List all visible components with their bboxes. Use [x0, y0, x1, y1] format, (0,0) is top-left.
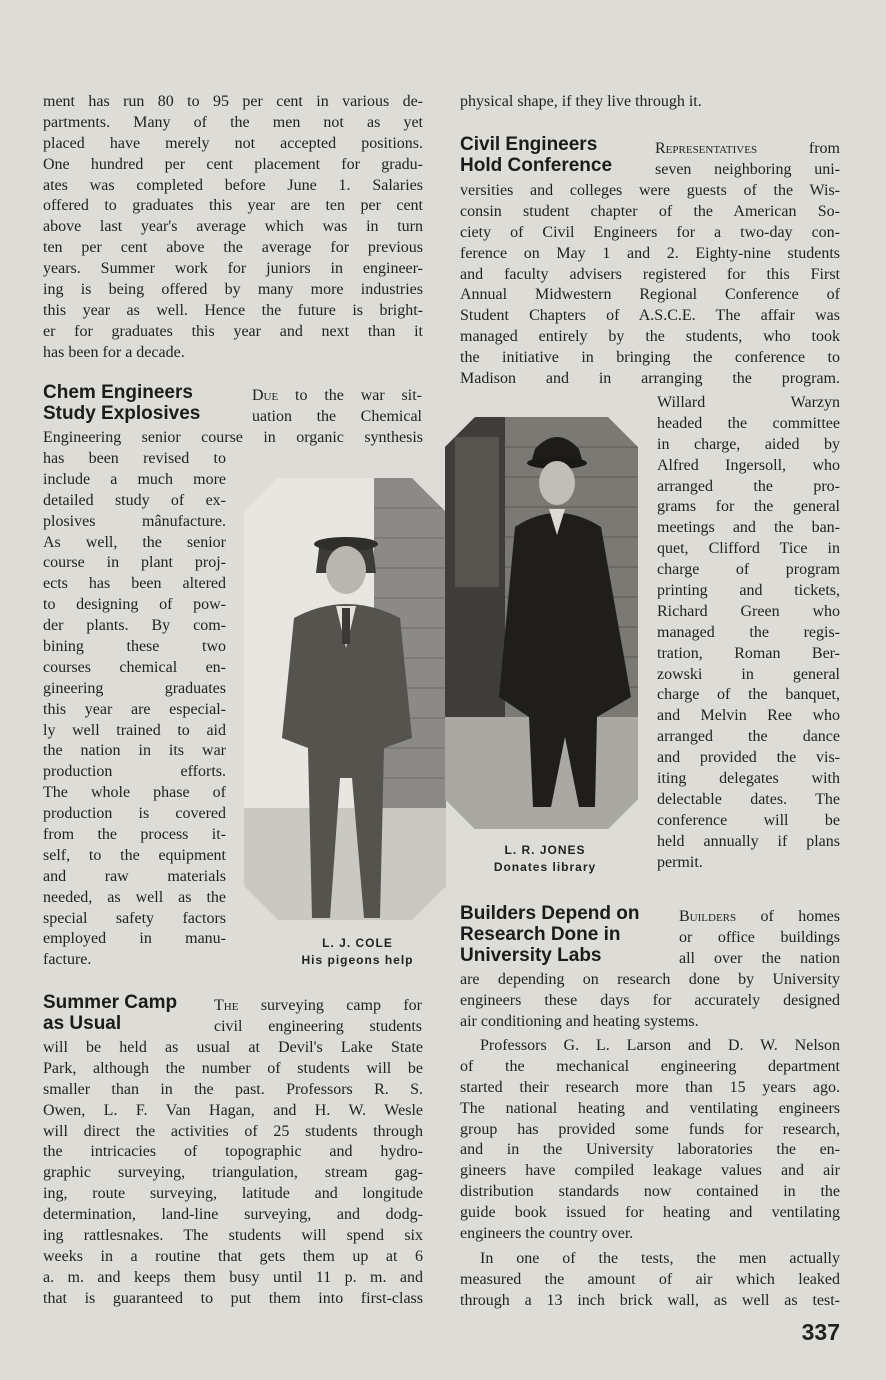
lead-word: The — [214, 997, 239, 1014]
text-line: grams for the general — [657, 498, 840, 516]
text-line: meetings and the ban- — [657, 519, 840, 537]
text-line: physical shape, if they live through it. — [460, 93, 702, 110]
lead-word: Due — [252, 387, 279, 404]
text-line: courses chemical en- — [43, 658, 226, 676]
text-line: this year are especial- — [43, 700, 226, 718]
text-line: iting delegates with — [657, 770, 840, 788]
lead-rest: of homes — [736, 908, 840, 925]
lead-rest: from — [757, 140, 840, 157]
builders-lead — [679, 907, 840, 970]
text-line: and in the University laboratories the en- — [460, 1141, 840, 1159]
text-line: charge of program — [657, 561, 840, 579]
text-line: engineers the country over. — [460, 1225, 634, 1243]
text-line: air conditioning and heating systems. — [460, 1012, 699, 1030]
chem-lead — [252, 386, 422, 428]
chem-body — [43, 449, 226, 971]
text-line: Madison and in arranging the program. — [460, 370, 840, 388]
text-line: measured the amount of air which leaked — [460, 1270, 840, 1288]
text-line: bining these two — [43, 638, 226, 656]
text-line: started their research more than 15 years ago. — [460, 1078, 840, 1096]
text-line: in charge, aided by — [657, 435, 840, 453]
text-line: and faculty advisers registered for this First — [460, 265, 840, 283]
builders-para2 — [460, 1036, 840, 1245]
builders-body — [460, 970, 840, 1033]
text-line: the intricacies of topographic and hydro- — [43, 1143, 423, 1161]
jones-photo — [445, 417, 638, 829]
lead-word: Representatives — [655, 140, 758, 157]
text-line — [214, 996, 422, 1017]
text-line: the nation in its war — [43, 742, 226, 760]
text-line: include a much more — [43, 470, 226, 488]
text-line: above last year's average which was in turn — [43, 218, 423, 236]
text-line: facture. — [43, 951, 92, 969]
headline-line: Research Done in — [460, 924, 621, 945]
article-continuation — [43, 92, 423, 364]
right-continuation — [460, 92, 840, 113]
text-line: uation the Chemical — [252, 407, 422, 425]
lead-rest: surveying camp for — [238, 997, 422, 1014]
text-line: versities and colleges were guests of the Wis- — [460, 182, 840, 199]
text-line: ference on May 1 and 2. Eighty-nine students — [460, 244, 840, 262]
civil-headline — [460, 134, 612, 176]
text-line: Alfred Ingersoll, who — [657, 456, 840, 474]
text-line: placed have merely not accepted positions. — [43, 134, 423, 152]
text-line: In one of the tests, the men actually — [480, 1250, 840, 1267]
text-line: ment has run 80 to 95 per cent in various de- — [43, 93, 423, 110]
text-line: Engineering senior course in organic synthesis — [43, 429, 423, 446]
text-line: tration, Roman Ber- — [657, 644, 840, 662]
caption-sub: His pigeons help — [301, 953, 414, 967]
text-line: to designing of pow- — [43, 596, 226, 614]
text-line: a. m. and keeps them busy until 11 p. m. and — [43, 1268, 423, 1286]
text-line: special safety factors — [43, 909, 226, 927]
builders-para3 — [460, 1249, 840, 1312]
text-line: ects has been altered — [43, 575, 226, 593]
lead-rest: to the war sit- — [278, 387, 422, 404]
text-line: Professors G. L. Larson and D. W. Nelson — [480, 1037, 840, 1054]
text-line: er for graduates this year and next than it — [43, 322, 423, 340]
text-line: delectable dates. The — [657, 790, 840, 808]
headline-line: University Labs — [460, 945, 602, 966]
text-line: through a 13 inch brick wall, as well as test- — [460, 1291, 840, 1309]
text-line: detailed study of ex- — [43, 491, 226, 509]
text-line: headed the committee — [657, 414, 840, 432]
text-line: weeks in a routine that gets them up at 6 — [43, 1247, 423, 1265]
caption-sub: Donates library — [493, 860, 597, 874]
text-line: are depending on research done by University — [460, 971, 840, 988]
text-line: zowski in general — [657, 665, 840, 683]
text-line: civil engineering students — [214, 1017, 422, 1035]
text-line: conference will be — [657, 811, 840, 829]
text-line: course in plant proj- — [43, 554, 226, 572]
text-line: employed in manu- — [43, 930, 226, 948]
jones-caption — [465, 842, 625, 876]
text-line: Annual Midwestern Regional Conference of — [460, 286, 840, 304]
text-line: gineering graduates — [43, 679, 226, 697]
text-line: determination, land-line surveying, and dodg- — [43, 1206, 423, 1224]
text-line: Willard Warzyn — [657, 394, 840, 411]
text-line — [655, 139, 840, 160]
text-line: As well, the senior — [43, 533, 226, 551]
text-line: all over the nation — [679, 949, 840, 967]
text-line: Owen, L. F. Van Hagan, and H. W. Wesle — [43, 1101, 423, 1119]
text-line: ciety of Civil Engineers for a two-day con- — [460, 223, 840, 241]
text-line: charge of the banquet, — [657, 686, 840, 704]
text-line: will direct the activities of 25 students through — [43, 1122, 423, 1140]
text-line: ing, route surveying, latitude and longitude — [43, 1185, 423, 1203]
text-line: gineers have compiled leakage values and air — [460, 1162, 840, 1180]
text-line: arranged the dance — [657, 728, 840, 746]
text-line: graphic surveying, triangulation, stream gag- — [43, 1164, 423, 1182]
text-line: ten per cent above the average for previous — [43, 239, 423, 257]
headline-line: Builders Depend on — [460, 903, 640, 924]
chem-full-line — [43, 428, 423, 449]
cole-caption — [270, 935, 445, 969]
civil-body — [460, 181, 840, 390]
text-line: plosives mânufacture. — [43, 512, 226, 530]
text-line: and provided the vis- — [657, 749, 840, 767]
text-line: guide book issued for heating and ventilating — [460, 1204, 840, 1222]
text-line — [679, 907, 840, 928]
text-line: this year as well. Hence the future is bright- — [43, 301, 423, 319]
text-line: the initiative in bringing the conference to — [460, 349, 840, 367]
camp-lead — [214, 996, 422, 1038]
text-line: and Melvin Ree who — [657, 707, 840, 725]
text-line: printing and tickets, — [657, 582, 840, 600]
text-line: arranged the pro- — [657, 477, 840, 495]
text-line: seven neighboring uni- — [655, 160, 840, 178]
text-line: managed entirely by the students, who took — [460, 328, 840, 346]
text-line: group has provided some funds for research, — [460, 1120, 840, 1138]
caption-name: L. J. COLE — [322, 936, 393, 950]
text-line: The whole phase of — [43, 784, 226, 802]
text-line: Student Chapters of A.S.C.E. The affair was — [460, 307, 840, 325]
text-line: production efforts. — [43, 763, 226, 781]
lead-word: Builders — [679, 908, 737, 925]
text-line: der plants. By com- — [43, 617, 226, 635]
text-line: partments. Many of the men not as yet — [43, 113, 423, 131]
text-line: from the process it- — [43, 826, 226, 844]
chem-headline — [43, 382, 200, 424]
headline-line: Chem Engineers — [43, 382, 193, 403]
text-line: self, to the equipment — [43, 846, 226, 864]
headline-line: as Usual — [43, 1013, 122, 1034]
text-line: Richard Green who — [657, 602, 840, 620]
text-line: needed, as well as the — [43, 888, 226, 906]
cole-photo — [244, 478, 446, 920]
text-line: engineers these days for accurately designed — [460, 991, 840, 1009]
text-line: years. Summer work for juniors in engineer- — [43, 260, 423, 278]
text-line: or office buildings — [679, 928, 840, 946]
caption-name: L. R. JONES — [504, 843, 586, 857]
text-line: permit. — [657, 853, 703, 871]
headline-line: Hold Conference — [460, 155, 613, 176]
camp-headline — [43, 992, 177, 1034]
text-line: and raw materials — [43, 867, 226, 885]
text-line: ates was completed before June 1. Salaries — [43, 176, 423, 194]
civil-narrow-body — [657, 393, 840, 873]
text-line: One hundred per cent placement for gradu- — [43, 155, 423, 173]
headline-line: Summer Camp — [43, 992, 178, 1013]
text-line: consin student chapter of the American So- — [460, 202, 840, 220]
text-line: has been revised to — [43, 450, 226, 467]
text-line: held annually if plans — [657, 832, 840, 850]
text-line: distribution standards now contained in the — [460, 1183, 840, 1201]
text-line: ing is being offered by many more industries — [43, 281, 423, 299]
text-line: offered to graduates this year are ten per cent — [43, 197, 423, 215]
text-line: smaller than in the past. Professors R. S. — [43, 1080, 423, 1098]
civil-lead — [655, 139, 840, 181]
text-line: The national heating and ventilating engineers — [460, 1099, 840, 1117]
text-line: will be held as usual at Devil's Lake State — [43, 1039, 423, 1056]
text-line: quet, Clifford Tice in — [657, 540, 840, 558]
camp-body — [43, 1038, 423, 1310]
text-line: managed the regis- — [657, 623, 840, 641]
text-line: that is guaranteed to put them into first-class — [43, 1289, 423, 1307]
text-line: production is covered — [43, 805, 226, 823]
text-line: of the mechanical engineering department — [460, 1057, 840, 1075]
text-line: has been for a decade. — [43, 343, 185, 361]
text-line: ing rattlesnakes. The students will spend six — [43, 1227, 423, 1245]
text-line: Park, although the number of students will be — [43, 1059, 423, 1077]
page-number: 337 — [801, 1319, 840, 1345]
builders-headline — [460, 903, 639, 966]
text-line: ly well trained to aid — [43, 721, 226, 739]
headline-line: Study Explosives — [43, 403, 201, 424]
headline-line: Civil Engineers — [460, 134, 598, 155]
text-line — [252, 386, 422, 407]
